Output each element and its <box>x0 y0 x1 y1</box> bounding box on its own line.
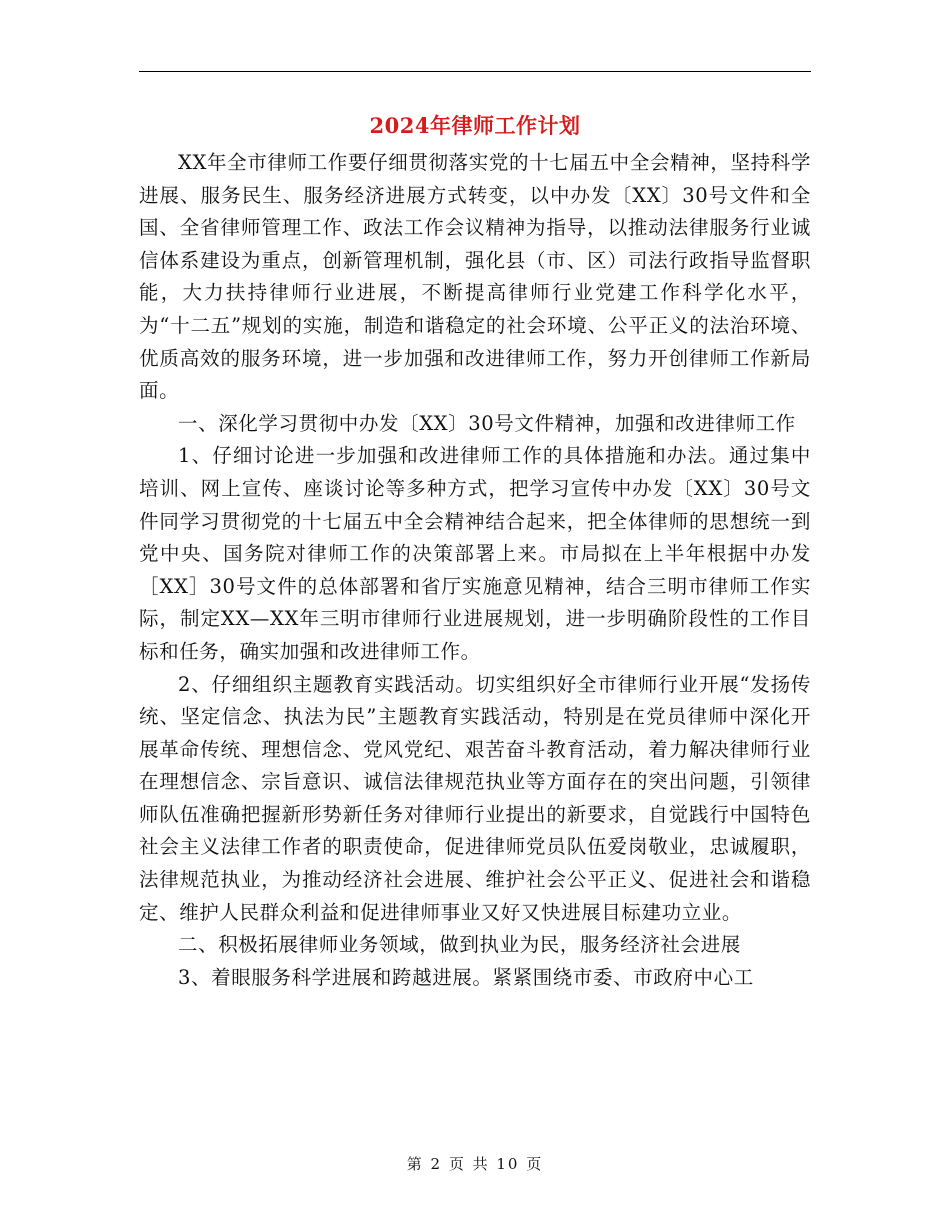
paragraph-item-2: 2、仔细组织主题教育实践活动。切实组织好全市律师行业开展“发扬传统、坚定信念、执法为民”主题教育实践活动，特别是在党员律师中深化开展革命传统、理想信念、党风党纪、艰苦奋斗教育活动，着力解决律师行业在理想信念、宗旨意识、诚信法律规范执业等方面存在的突出问题，引领律师队伍准确把握新形势新任务对律师行业提出的新要求，自觉践行中国特色社会主义法律工作者的职责使命，促进律师党员队伍爱岗敬业，忠诚履职，法律规范执业，为推动经济社会进展、维护社会公平正义、促进社会和谐稳定、维护人民群众利益和促进律师事业又好又快进展目标建功立业。 <box>139 672 811 924</box>
footer-prefix: 第 <box>406 1155 424 1173</box>
footer-suffix: 页 <box>526 1155 544 1173</box>
section-heading-1: 一、深化学习贯彻中办发〔XX〕30号文件精神，加强和改进律师工作 <box>178 411 796 435</box>
footer-current-page: 2 <box>430 1155 443 1173</box>
document-body <box>139 147 811 994</box>
page-footer <box>0 1153 950 1174</box>
footer-middle: 页 共 <box>448 1155 490 1173</box>
header-rule <box>139 71 811 72</box>
document-title: 2024年律师工作计划 <box>369 113 581 138</box>
paragraph-item-1: 1、仔细讨论进一步加强和改进律师工作的具体措施和办法。通过集中培训、网上宣传、座谈讨论等多种方式，把学习宣传中办发〔XX〕30号文件同学习贯彻党的十七届五中全会精神结合起来，把全体律师的思想统一到党中央、国务院对律师工作的决策部署上来。市局拟在上半年根据中办发［XX］30号文件的总体部署和省厅实施意见精神，结合三明市律师工作实际，制定XX—XX年三明市律师行业进展规划，进一步明确阶段性的工作目标和任务，确实加强和改进律师工作。 <box>139 444 811 663</box>
paragraph-item-3: 3、着眼服务科学进展和跨越进展。紧紧围绕市委、市政府中心工 <box>178 965 754 989</box>
paragraph-intro: XX年全市律师工作要仔细贯彻落实党的十七届五中全会精神，坚持科学进展、服务民生、服务经济进展方式转变，以中办发〔XX〕30号文件和全国、全省律师管理工作、政法工作会议精神为指导，以推动法律服务行业诚信体系建设为重点，创新管理机制，强化县（市、区）司法行政指导监督职能，大力扶持律师行业进展，不断提高律师行业党建工作科学化水平，为“十二五”规划的实施，制造和谐稳定的社会环境、公平正义的法治环境、优质高效的服务环境，进一步加强和改进律师工作，努力开创律师工作新局面。 <box>139 151 811 403</box>
footer-total-pages: 10 <box>496 1155 520 1173</box>
section-heading-2: 二、积极拓展律师业务领域，做到执业为民，服务经济社会进展 <box>178 933 741 957</box>
